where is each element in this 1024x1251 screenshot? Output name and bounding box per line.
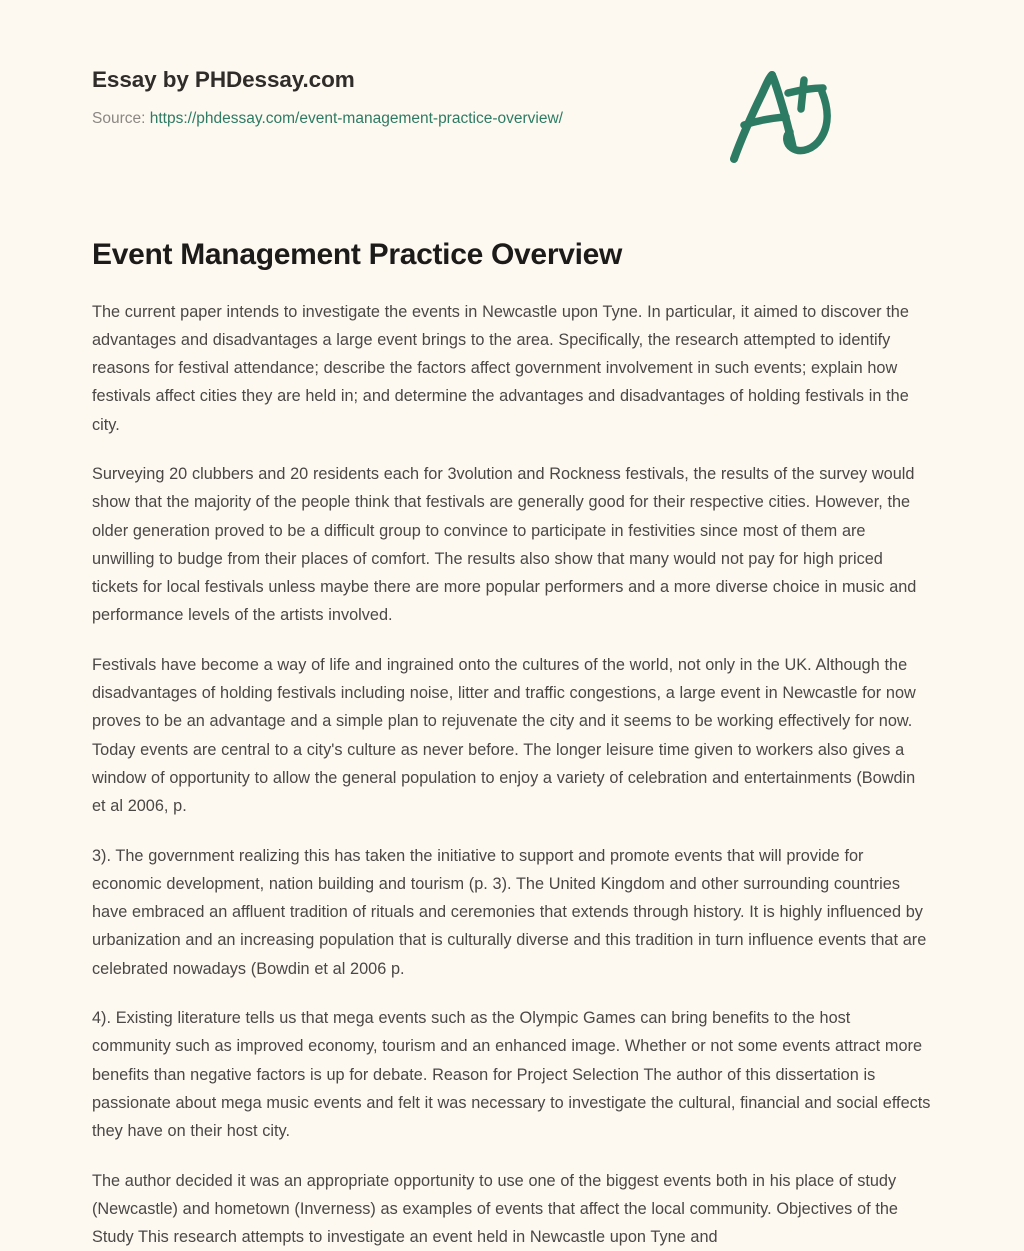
brand-title: Essay by PHDessay.com bbox=[92, 66, 932, 93]
paragraph: Surveying 20 clubbers and 20 residents each for 3volution and Rockness festivals, the results of the survey would show that the majority of the people think that festivals are generally good for their respective cities. However, the older generation proved to be a difficult group to convince to participate in festivities since most of them are unwilling to budge from their places of comfort. The results also show that many would not pay for high priced tickets for local festivals unless maybe there are more popular performers and a more diverse choice in music and performance levels of the artists involved. bbox=[92, 460, 932, 630]
document-header bbox=[92, 0, 932, 170]
paragraph: 4). Existing literature tells us that mega events such as the Olympic Games can bring benefits to the host community such as improved economy, tourism and an enhanced image. Whether or not some events attract more benefits than negative factors is up for debate. Reason for Project Selection The author of this dissertation is passionate about mega music events and felt it was necessary to investigate the cultural, financial and social effects they have on their host city. bbox=[92, 1004, 932, 1145]
source-url-link[interactable]: https://phdessay.com/event-management-practice-overview/ bbox=[150, 110, 563, 127]
paragraph: 3). The government realizing this has taken the initiative to support and promote events that will provide for economic development, nation building and tourism (p. 3). The United Kingdom and other surrounding countries have embraced an affluent tradition of rituals and ceremonies that extends through history. It is highly influenced by urbanization and an increasing population that is culturally diverse and this tradition in turn influence events that are celebrated nowadays (Bowdin et al 2006 p. bbox=[92, 842, 932, 983]
paragraph: The current paper intends to investigate the events in Newcastle upon Tyne. In particular, it aimed to discover the advantages and disadvantages a large event brings to the area. Specifically, the research attempted to identify reasons for festival attendance; describe the factors affect government involvement in such events; explain how festivals affect cities they are held in; and determine the advantages and disadvantages of holding festivals in the city. bbox=[92, 298, 932, 439]
a-plus-logo bbox=[722, 62, 840, 166]
article-body bbox=[92, 274, 932, 1251]
paragraph: The author decided it was an appropriate opportunity to use one of the biggest events both in his place of study (Newcastle) and hometown (Inverness) as examples of events that affect the local community. Objectives of the Study This research attempts to investigate an event held in Newcastle upon Tyne and bbox=[92, 1167, 932, 1251]
page-title: Event Management Practice Overview bbox=[92, 170, 932, 274]
source-label: Source: bbox=[92, 110, 145, 127]
paragraph: Festivals have become a way of life and ingrained onto the cultures of the world, not only in the UK. Although the disadvantages of holding festivals including noise, litter and traffic congestions, a large event in Newcastle for now proves to be an advantage and a simple plan to rejuvenate the city and it seems to be working effectively for now. Today events are central to a city's culture as never before. The longer leisure time given to workers also gives a window of opportunity to allow the general population to enjoy a variety of celebration and entertainments (Bowdin et al 2006, p. bbox=[92, 651, 932, 821]
